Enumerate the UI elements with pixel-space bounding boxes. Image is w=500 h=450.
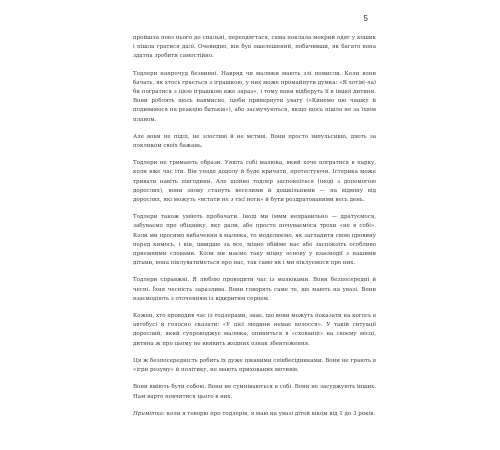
paragraph: Тодлери справжні. Я люблю проводити час із малюками. Вони безпосередні й чесні. Їхня чесність заразлива. Вони говорять саме те, що мають на увазі. Вони взаємодіють з оточенням із відкритим серцем.: [133, 277, 376, 302]
paragraph: Вони вміють бути собою. Вони не сумніваються в собі. Вони не засуджують інших. Нам варто повчитися цього в них.: [133, 384, 376, 400]
paragraph: Тодлери також уміють пробачати. Іноді ми (ммм неправильно — дратуємося, забуваємо про обіцянку, яку дали, або просто почуваємося трохи «не в собі». Коли ми просимо вибачення в малюка, то моделюємо, як загладити свою провину перед кимось, і він, швидше за все, міцно обійме нас або заспокоїть особливо приємними словами. Коли ми маємо таку міцну основу у взаємодії з нашими дітьми, вона піклуватиметься про нас, так само як і ми піклуємося про них.: [133, 214, 376, 267]
page-number: 5: [363, 14, 368, 23]
note-text: коли я говорю про тодлерів, я маю на увазі дітей віком від 1 до 3 років.: [164, 410, 376, 417]
page-body: [133, 34, 376, 427]
paragraph: Ця ж безпосередність робить їх дуже цікавими співбесідниками. Вони не грають в «ігри розуму» й політику, не мають прихованих мотивів.: [133, 357, 376, 374]
paragraph: Тодлери напрочуд безвинні. Навряд чи малюки мають злі помисли. Коли вони бачать, як хтось грається з іграшкою, у них може промайнути думка: «Я хотів(-ла) би погратися з цією іграшкою вже зараз», і тому вони відберуть її в іншої дитини. Вони роблять щось навмисно, щоби привернути увагу («Кинемо цю чашку й подивимося на реакцію батьків»), або засмучуються, якщо щось пішло не за їхнім планом.: [133, 70, 376, 123]
paragraph: Тодлери не тримають образи. Уявіть собі малюка, який хоче погратися в парку, коли вже час іти. Він упаде додолу й буде кричати, протестуючи. Істерика може тривати навіть півгодини. Але щойно тодлер заспокоїться (іноді з допомогою дорослих), вони знову стануть веселими й дошкільними — на відміну від дорослих, які можуть «встати не з тієї ноги» й бути роздратованими весь день.: [133, 160, 376, 204]
note-label: Примітка:: [133, 410, 165, 417]
paragraph: пройшла повз нього до спальні, переодягтася, сама поклала мокрий одяг у кошик і пішла гратися далі. Очевидно, він був ошелешений, побачивши, як багато вона здатна зробити самостійно.: [133, 35, 376, 60]
paragraph: Але вони не підлі, не злостиві й не мстиві. Вони просто імпульсивні, діють за покликом своїх бажань.: [133, 133, 376, 150]
paragraph: Кожен, хто проводив час із тодлерами, знає, що вони можуть показати на когось в автобусі й голосно сказати: «У цієї людини немає волосся». У такій ситуації дорослий, який супроводжує малюка, опиниться в «схованці» на своєму місці, дитина ж про цьому не виявить жодних ознак збентеження.: [133, 313, 376, 347]
note-paragraph: [133, 410, 376, 419]
